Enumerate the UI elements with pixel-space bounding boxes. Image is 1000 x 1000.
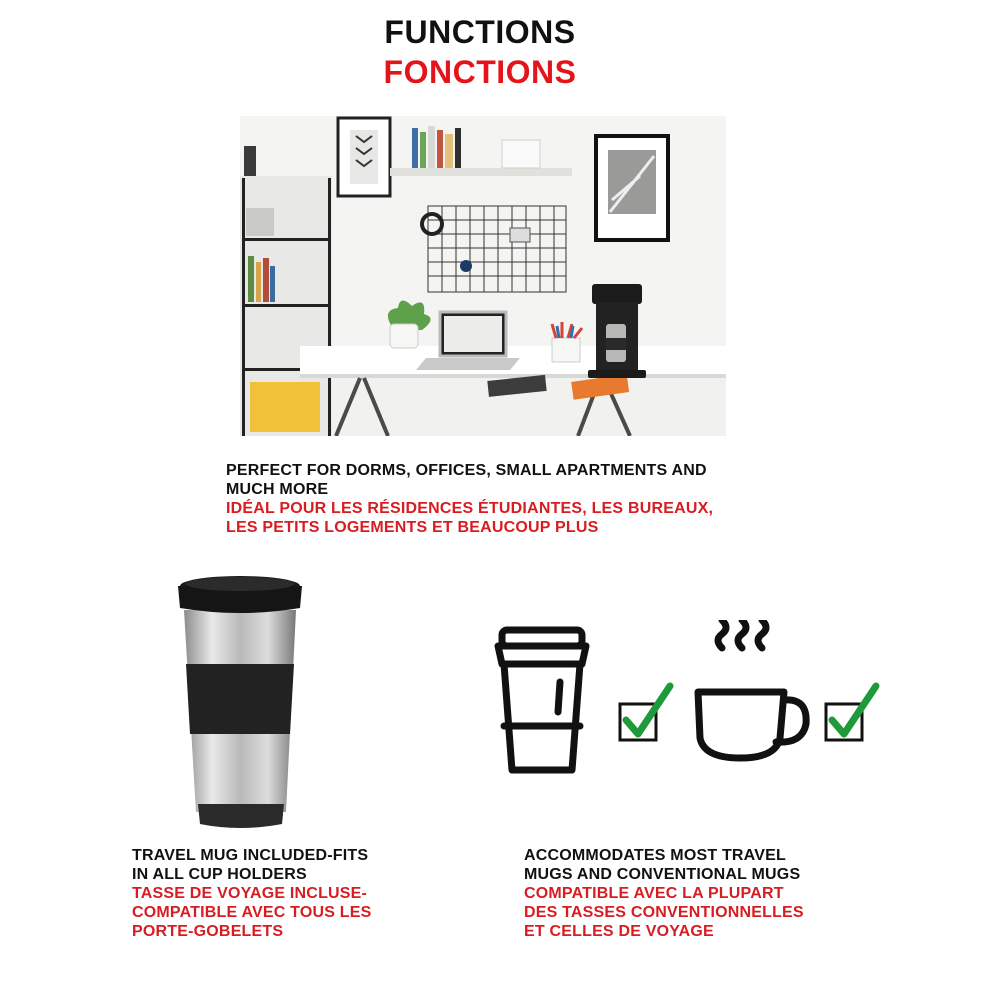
compat-caption: [524, 846, 804, 941]
travel-cup-icon: [498, 630, 586, 770]
hero-caption-fr-line-2: LES PETITS LOGEMENTS ET BEAUCOUP PLUS: [226, 519, 599, 536]
compat-caption-fr-line-2: DES TASSES CONVENTIONNELLES: [524, 904, 804, 921]
compat-caption-fr-line-1: COMPATIBLE AVEC LA PLUPART: [524, 885, 784, 902]
compat-caption-en-line-1: ACCOMMODATES MOST TRAVEL: [524, 847, 786, 864]
coffee-cup-icon: [698, 620, 806, 758]
compat-caption-en-line-2: MUGS AND CONVENTIONAL MUGS: [524, 866, 801, 883]
mug-caption-en-line-1: TRAVEL MUG INCLUDED-FITS: [132, 847, 369, 864]
mug-caption-en-line-2: IN ALL CUP HOLDERS: [132, 866, 307, 883]
travel-mug-illustration: [170, 572, 310, 830]
mug-caption: [132, 846, 371, 941]
mug-caption-fr-line-2: COMPATIBLE AVEC TOUS LES: [132, 904, 372, 921]
travel-mug-photo: [170, 572, 310, 830]
hero-caption-en-line-2: MUCH MORE: [226, 481, 329, 498]
hero-caption: [226, 461, 713, 537]
title-french: FONCTIONS: [383, 54, 577, 90]
mug-caption-fr-line-3: PORTE-GOBELETS: [132, 923, 284, 940]
hero-caption-fr-line-1: IDÉAL POUR LES RÉSIDENCES ÉTUDIANTES, LES BUREAUX,: [226, 500, 714, 517]
hero-photo: [240, 116, 726, 436]
check-icon: [620, 686, 670, 740]
compat-caption-fr-line-3: ET CELLES DE VOYAGE: [524, 923, 714, 940]
home-office-illustration: [240, 116, 726, 436]
title-english: FUNCTIONS: [384, 14, 576, 50]
hero-caption-en-line-1: PERFECT FOR DORMS, OFFICES, SMALL APARTMENTS AND: [226, 462, 707, 479]
check-icon: [826, 686, 876, 740]
compatibility-icons: [490, 620, 890, 780]
compatibility-icons-svg: [490, 620, 890, 780]
mug-caption-fr-line-1: TASSE DE VOYAGE INCLUSE-: [132, 885, 368, 902]
